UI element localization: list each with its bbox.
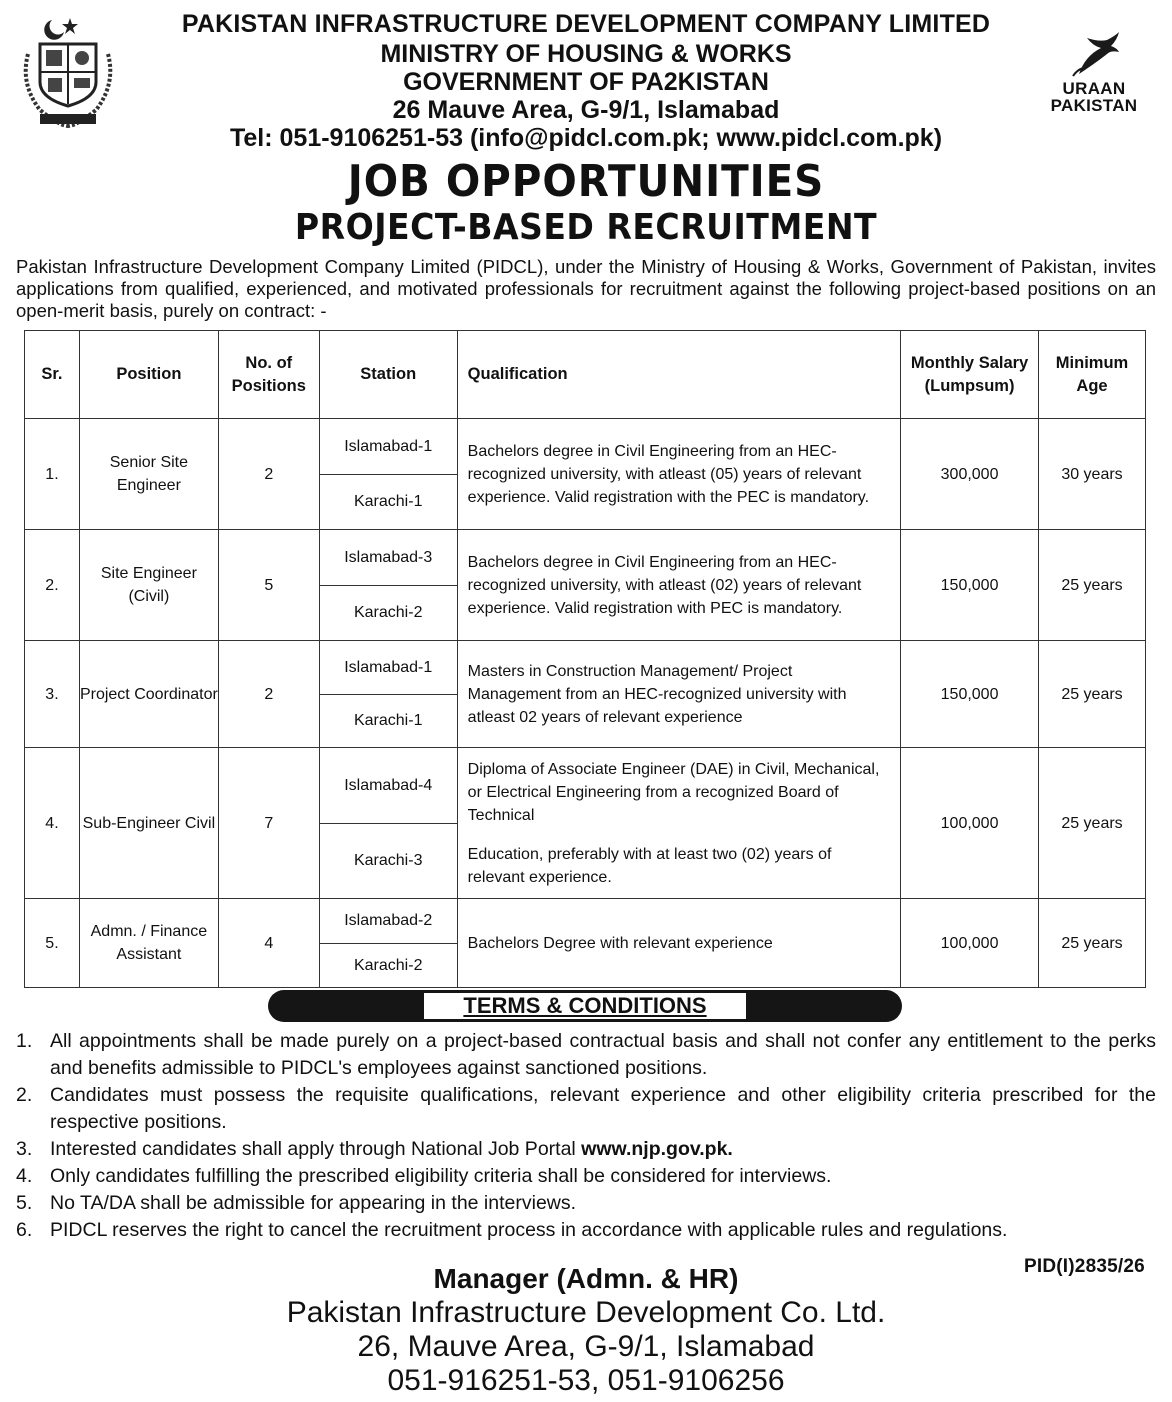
intro-paragraph: Pakistan Infrastructure Development Company Limited (PIDCL), under the Ministry of Housing & Works, Government of Pakistan, invites applications from qualified, experienced, and motivated professionals for recruitment against the following project-based positions on an open-merit basis, purely on contract: - xyxy=(16,256,1156,321)
term-number: 2. xyxy=(16,1084,33,1106)
cell-age: 25 years xyxy=(1039,530,1146,641)
table-row xyxy=(25,899,1146,988)
term-text: All appointments shall be made purely on a project-based contractual basis and shall not confer any entitlement to the perks and benefits admissible to PIDCL's employees against sanctioned positions. xyxy=(50,1030,1156,1079)
cell-count: 4 xyxy=(218,899,319,988)
terms-title: TERMS & CONDITIONS xyxy=(424,993,746,1019)
page-title: JOB OPPORTUNITIES xyxy=(347,156,825,207)
header xyxy=(0,0,1172,158)
cell-sr: 3. xyxy=(25,641,80,748)
cell-age: 30 years xyxy=(1039,419,1146,530)
footer-org: Pakistan Infrastructure Development Co. Ltd. xyxy=(286,1296,886,1329)
term-text: PIDCL reserves the right to cancel the recruitment process in accordance with applicable rules and regulations. xyxy=(50,1219,1008,1241)
station-item: Karachi-2 xyxy=(320,585,457,641)
station-item: Islamabad-1 xyxy=(344,437,433,455)
header-position: Position xyxy=(79,331,218,419)
qualification-part-2: Education, preferably with at least two (02) years of relevant experience. xyxy=(467,845,832,886)
term-text: Only candidates fulfilling the prescribed eligibility criteria shall be considered for interviews. xyxy=(50,1165,832,1187)
cell-salary: 150,000 xyxy=(901,641,1039,748)
cell-age: 25 years xyxy=(1039,748,1146,899)
cell-salary: 150,000 xyxy=(901,530,1039,641)
cell-stations xyxy=(319,530,457,641)
terms-list xyxy=(16,1028,1156,1244)
term-number: 5. xyxy=(16,1192,33,1214)
footer-phones: 051-916251-53, 051-9106256 xyxy=(387,1364,785,1397)
reference-number: PID(I)2835/26 xyxy=(1024,1256,1145,1277)
term-text: No TA/DA shall be admissible for appearing in the interviews. xyxy=(50,1192,577,1214)
list-item xyxy=(16,1217,1156,1244)
jobs-table xyxy=(24,330,1146,988)
table-row xyxy=(25,641,1146,748)
station-item: Islamabad-2 xyxy=(344,912,433,930)
list-item xyxy=(16,1028,1156,1082)
station-item: Karachi-1 xyxy=(320,694,457,748)
term-number: 6. xyxy=(16,1219,33,1241)
uraan-pakistan-logo xyxy=(1036,30,1152,134)
header-salary: Monthly Salary (Lumpsum) xyxy=(901,331,1039,419)
table-row xyxy=(25,748,1146,899)
page-subtitle: PROJECT-BASED RECRUITMENT xyxy=(294,207,878,248)
list-item xyxy=(16,1190,1156,1217)
footer-address: 26, Mauve Area, G-9/1, Islamabad xyxy=(357,1330,815,1363)
table-row xyxy=(25,419,1146,530)
cell-count: 7 xyxy=(218,748,319,899)
station-item: Islamabad-4 xyxy=(344,776,433,794)
term-text: Candidates must possess the requisite qualifications, relevant experience and other eligibility criteria prescribed for the respective positions. xyxy=(50,1084,1156,1133)
station-item: Karachi-3 xyxy=(320,823,457,899)
header-qualification: Qualification xyxy=(457,331,900,419)
cell-count: 2 xyxy=(218,641,319,748)
list-item xyxy=(16,1163,1156,1190)
station-item: Karachi-1 xyxy=(320,474,457,530)
uraan-line2: PAKISTAN xyxy=(1050,96,1138,115)
cell-position: Sub-Engineer Civil xyxy=(79,748,218,899)
cell-qualification: Masters in Construction Management/ Project Management from an HEC-recognized university with atleast 02 years of relevant experience xyxy=(457,641,900,748)
cell-position: Admn. / Finance Assistant xyxy=(79,899,218,988)
cell-qualification: Bachelors degree in Civil Engineering from an HEC-recognized university, with atleast (05) years of relevant experience. Valid registration with the PEC is mandatory. xyxy=(457,419,900,530)
cell-qualification: Bachelors degree in Civil Engineering from an HEC-recognized university, with atleast (02) years of relevant experience. Valid registration with PEC is mandatory. xyxy=(457,530,900,641)
term-number: 3. xyxy=(16,1138,33,1160)
cell-qualification xyxy=(457,748,900,899)
cell-sr: 5. xyxy=(25,899,80,988)
cell-sr: 1. xyxy=(25,419,80,530)
list-item xyxy=(16,1136,1156,1163)
cell-position: Project Coordinator xyxy=(79,641,218,748)
company-name: PAKISTAN INFRASTRUCTURE DEVELOPMENT COMPANY LIMITED xyxy=(181,10,991,38)
cell-position: Senior Site Engineer xyxy=(79,419,218,530)
footer xyxy=(0,1262,1172,1398)
cell-stations xyxy=(319,641,457,748)
cell-count: 2 xyxy=(218,419,319,530)
station-item: Islamabad-1 xyxy=(344,658,433,676)
cell-stations xyxy=(319,748,457,899)
header-positions-count: No. of Positions xyxy=(218,331,319,419)
header-address: 26 Mauve Area, G-9/1, Islamabad xyxy=(392,96,780,124)
cell-age: 25 years xyxy=(1039,641,1146,748)
cell-count: 5 xyxy=(218,530,319,641)
term-text-wrap xyxy=(50,1136,1156,1163)
header-sr: Sr. xyxy=(25,331,80,419)
portal-link[interactable]: www.njp.gov.pk. xyxy=(581,1138,733,1160)
cell-sr: 2. xyxy=(25,530,80,641)
station-item: Islamabad-3 xyxy=(344,548,433,566)
cell-sr: 4. xyxy=(25,748,80,899)
cell-stations xyxy=(319,899,457,988)
table-row xyxy=(25,530,1146,641)
term-text: Interested candidates shall apply through National Job Portal xyxy=(50,1138,582,1160)
cell-salary: 100,000 xyxy=(901,748,1039,899)
header-station: Station xyxy=(319,331,457,419)
footer-designation: Manager (Admn. & HR) xyxy=(433,1263,739,1294)
term-number: 1. xyxy=(16,1030,33,1052)
government-name: GOVERNMENT OF PA2KISTAN xyxy=(403,68,769,96)
header-age: Minimum Age xyxy=(1039,331,1146,419)
ministry-name: MINISTRY OF HOUSING & WORKS xyxy=(380,40,792,68)
bird-icon xyxy=(1059,30,1129,80)
table-header-row xyxy=(25,331,1146,419)
cell-position: Site Engineer (Civil) xyxy=(79,530,218,641)
cell-salary: 100,000 xyxy=(901,899,1039,988)
cell-salary: 300,000 xyxy=(901,419,1039,530)
cell-qualification: Bachelors Degree with relevant experience xyxy=(457,899,900,988)
cell-stations xyxy=(319,419,457,530)
qualification-part-1: Diploma of Associate Engineer (DAE) in Civil, Mechanical, or Electrical Engineering from a recognized Board of Technical xyxy=(467,760,880,824)
title-band xyxy=(0,158,1172,252)
station-item: Karachi-2 xyxy=(320,943,457,988)
cell-age: 25 years xyxy=(1039,899,1146,988)
header-contact: Tel: 051-9106251-53 (info@pidcl.com.pk; www.pidcl.com.pk) xyxy=(229,124,943,152)
term-number: 4. xyxy=(16,1165,33,1187)
uraan-line1: URAAN xyxy=(1062,79,1126,98)
list-item xyxy=(16,1082,1156,1136)
